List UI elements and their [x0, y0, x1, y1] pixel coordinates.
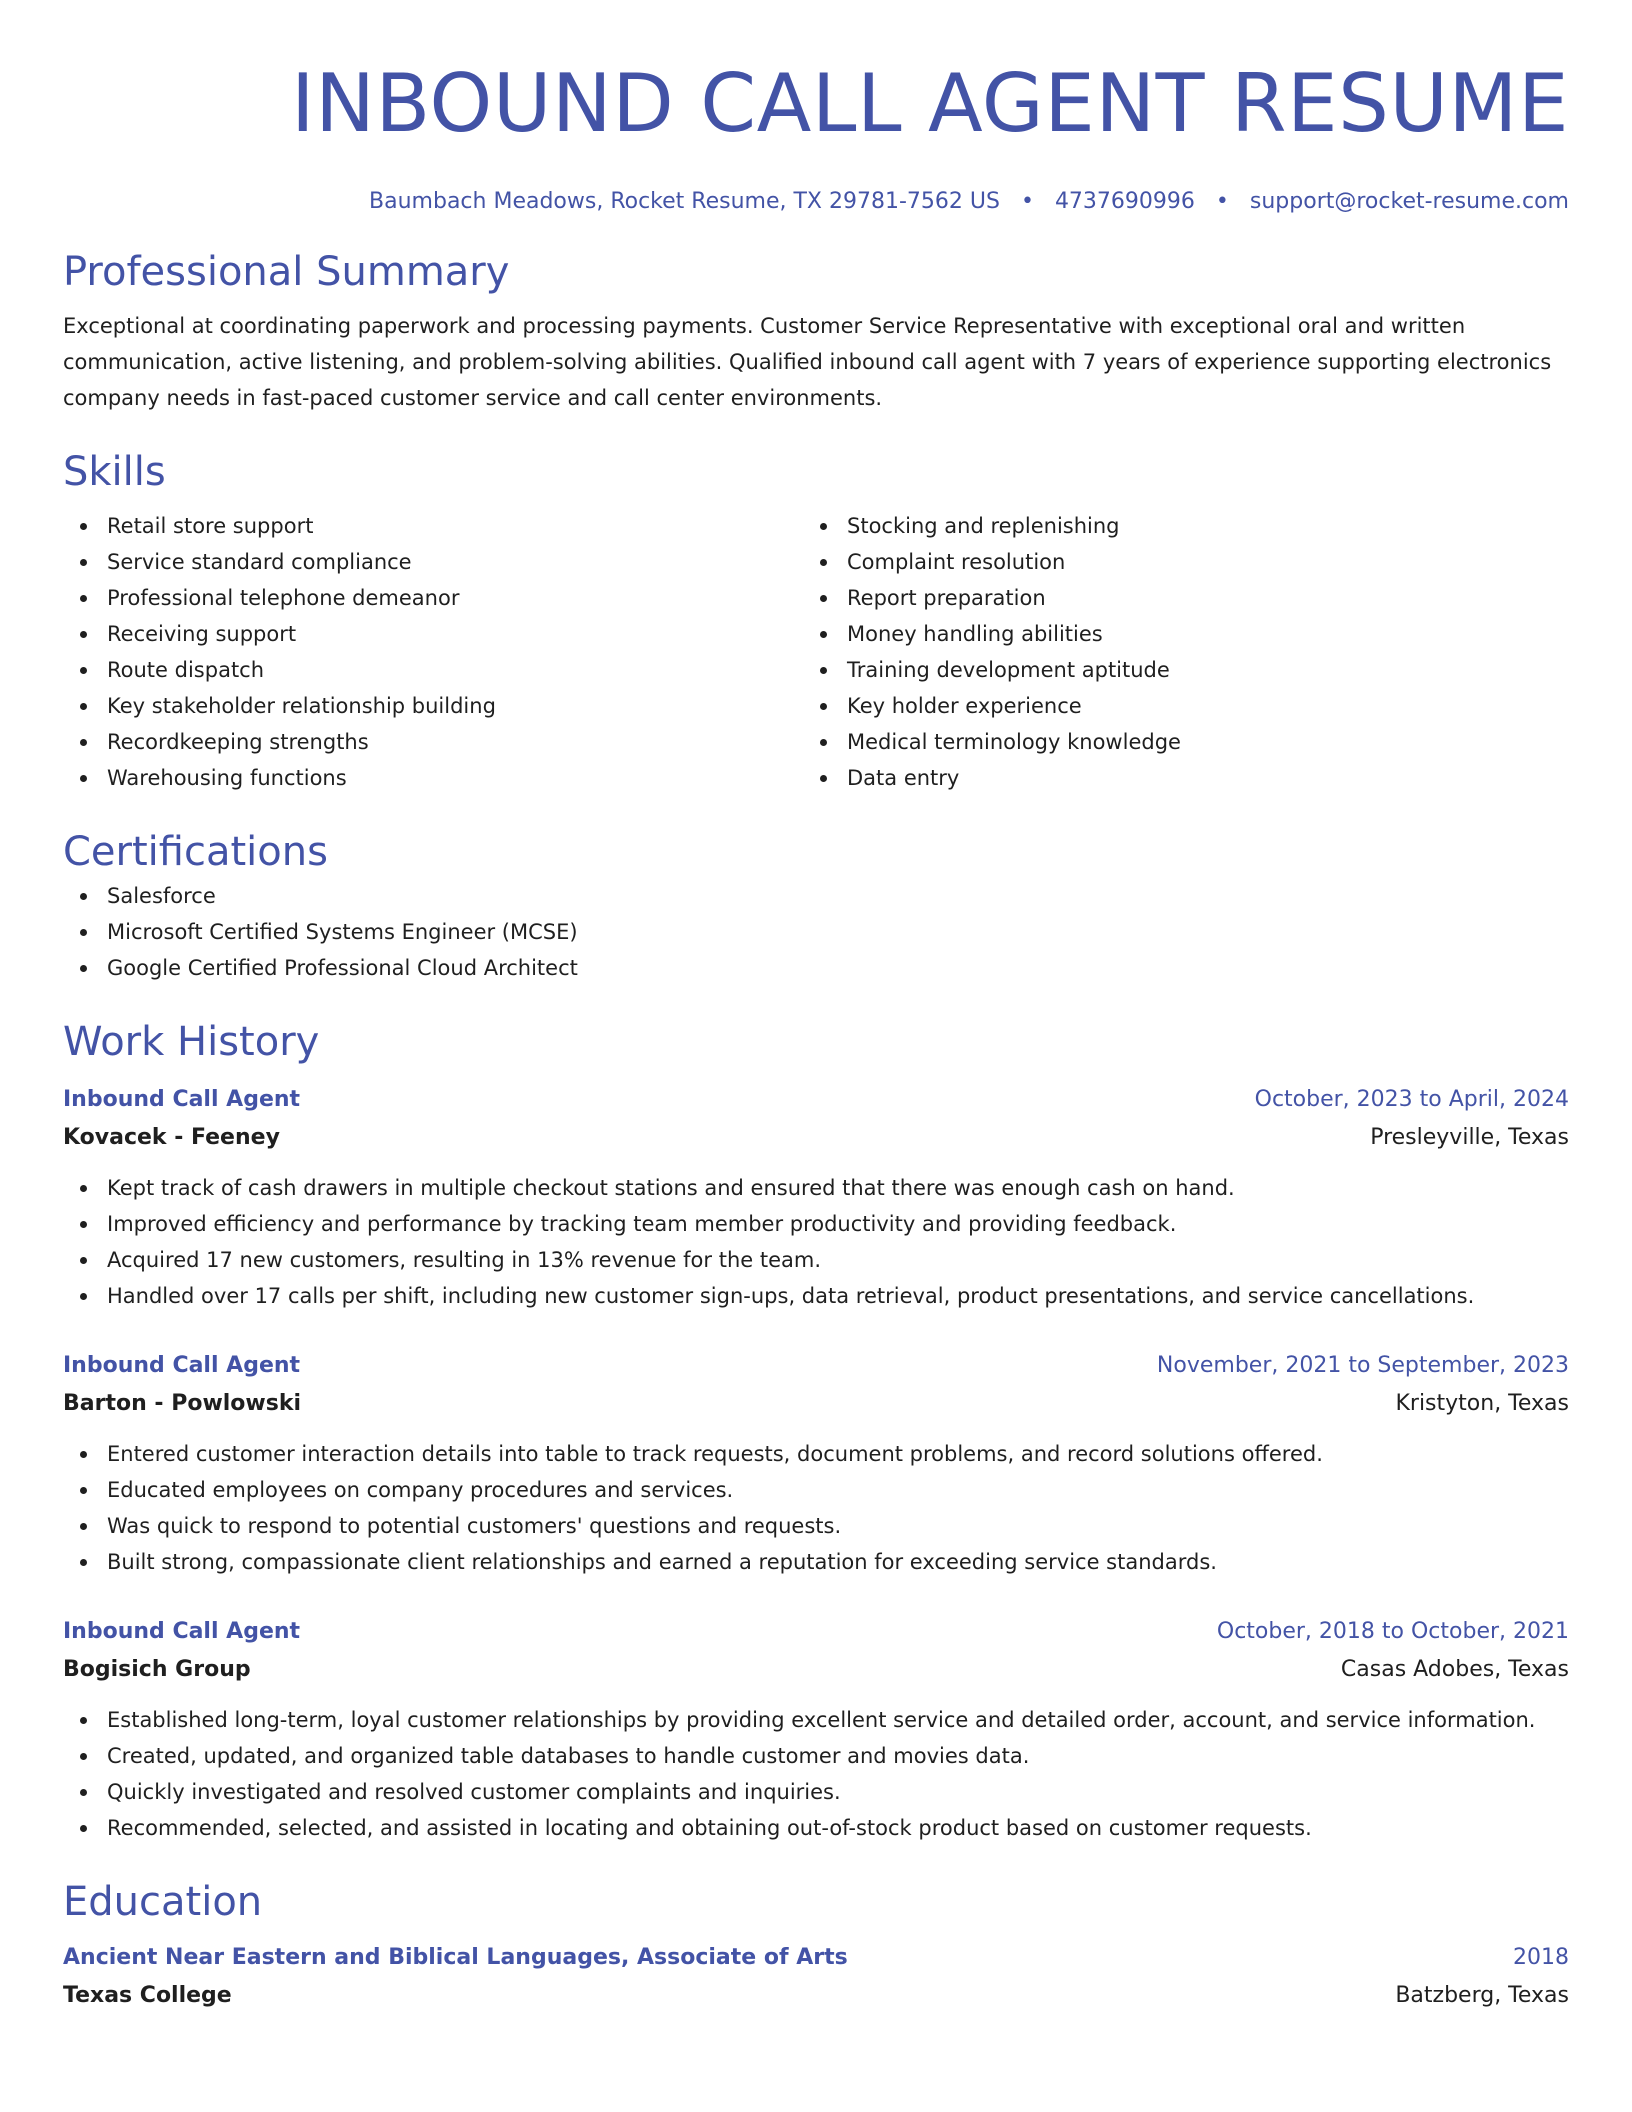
summary-text: Exceptional at coordinating paperwork and processing payments. Customer Service Representative with exceptional oral and written communication, active listening, and problem-solving abilities. Qualified inbound call agent with 7 years of experience supporting electronics company needs in fast-paced customer service and call center environments.: [63, 314, 1552, 410]
skill-item: Money handling abilities: [803, 616, 1569, 652]
job-bullet: Created, updated, and organized table databases to handle customer and movies data.: [63, 1738, 1569, 1774]
job-dates: October, 2018 to October, 2021: [1216, 1619, 1569, 1644]
skills-heading: Skills: [63, 449, 166, 495]
contact-separator: •: [1215, 189, 1229, 214]
resume-header: [63, 52, 1569, 218]
certifications-list: [63, 878, 1569, 986]
job-bullet: Entered customer interaction details into table to track requests, document problems, and record solutions offered.: [63, 1436, 1569, 1472]
job-bullet: Was quick to respond to potential customers' questions and requests.: [63, 1508, 1569, 1544]
education-degree: Ancient Near Eastern and Biblical Languages, Associate of Arts: [63, 1945, 848, 1970]
summary-heading: Professional Summary: [63, 249, 510, 295]
certification-item: Salesforce: [63, 878, 1569, 914]
job-location: Casas Adobes, Texas: [1340, 1657, 1569, 1682]
job-bullet: Recommended, selected, and assisted in locating and obtaining out-of-stock product based on customer requests.: [63, 1810, 1569, 1846]
job-title: Inbound Call Agent: [63, 1619, 301, 1644]
skill-item: Key stakeholder relationship building: [63, 688, 803, 724]
job-bullet: Improved efficiency and performance by tracking team member productivity and providing feedback.: [63, 1206, 1569, 1242]
job-entry: [63, 1348, 1569, 1580]
job-company: Bogisich Group: [63, 1657, 251, 1682]
job-title: Inbound Call Agent: [63, 1353, 301, 1378]
skill-item: Recordkeeping strengths: [63, 724, 803, 760]
skill-item: Route dispatch: [63, 652, 803, 688]
certifications-heading: Certifications: [63, 829, 328, 875]
job-bullet: Acquired 17 new customers, resulting in 13% revenue for the team.: [63, 1242, 1569, 1278]
contact-phone: 4737690996: [1054, 189, 1195, 214]
resume-title: INBOUND CALL AGENT RESUME: [290, 57, 1569, 150]
job-bullets: [63, 1436, 1569, 1580]
skill-item: Medical terminology knowledge: [803, 724, 1569, 760]
education-year: 2018: [1513, 1945, 1569, 1970]
skill-item: Key holder experience: [803, 688, 1569, 724]
skill-item: Warehousing functions: [63, 760, 803, 796]
job-bullets: [63, 1170, 1569, 1314]
job-bullet: Educated employees on company procedures and services.: [63, 1472, 1569, 1508]
job-bullets: [63, 1702, 1569, 1846]
summary-section: [63, 246, 1569, 416]
education-heading: Education: [63, 1879, 263, 1925]
skill-item: Retail store support: [63, 508, 803, 544]
skill-item: Report preparation: [803, 580, 1569, 616]
job-entry: [63, 1082, 1569, 1314]
contact-separator: •: [1020, 189, 1034, 214]
job-company: Kovacek - Feeney: [63, 1125, 280, 1150]
job-title: Inbound Call Agent: [63, 1087, 301, 1112]
certifications-section: [63, 826, 1569, 986]
work-history-heading: Work History: [63, 1019, 320, 1065]
job-location: Presleyville, Texas: [1370, 1125, 1569, 1150]
skill-item: Receiving support: [63, 616, 803, 652]
contact-line: [63, 186, 1569, 218]
job-bullet: Quickly investigated and resolved customer complaints and inquiries.: [63, 1774, 1569, 1810]
skills-section: [63, 446, 1569, 796]
skills-list-right: [803, 508, 1569, 796]
skills-list-left: [63, 508, 803, 796]
contact-address: Baumbach Meadows, Rocket Resume, TX 29781-7562 US: [369, 189, 1000, 214]
certification-item: Google Certified Professional Cloud Architect: [63, 950, 1569, 986]
education-school: Texas College: [63, 1983, 232, 2008]
contact-email: support@rocket-resume.com: [1249, 189, 1569, 214]
job-dates: October, 2023 to April, 2024: [1254, 1087, 1569, 1112]
skill-item: Complaint resolution: [803, 544, 1569, 580]
skill-item: Stocking and replenishing: [803, 508, 1569, 544]
job-dates: November, 2021 to September, 2023: [1156, 1353, 1569, 1378]
education-section: [63, 1876, 1569, 2016]
skills-grid: [63, 508, 1569, 796]
work-history-section: [63, 1016, 1569, 1846]
job-entry: [63, 1614, 1569, 1846]
job-bullet: Built strong, compassionate client relationships and earned a reputation for exceeding service standards.: [63, 1544, 1569, 1580]
job-bullet: Established long-term, loyal customer relationships by providing excellent service and detailed order, account, and service information.: [63, 1702, 1569, 1738]
education-entry: [63, 1940, 1569, 2016]
skill-item: Professional telephone demeanor: [63, 580, 803, 616]
job-company: Barton - Powlowski: [63, 1391, 302, 1416]
skill-item: Service standard compliance: [63, 544, 803, 580]
certification-item: Microsoft Certified Systems Engineer (MCSE): [63, 914, 1569, 950]
skill-item: Data entry: [803, 760, 1569, 796]
skill-item: Training development aptitude: [803, 652, 1569, 688]
job-bullet: Handled over 17 calls per shift, including new customer sign-ups, data retrieval, product presentations, and service cancellations.: [63, 1278, 1569, 1314]
job-bullet: Kept track of cash drawers in multiple checkout stations and ensured that there was enough cash on hand.: [63, 1170, 1569, 1206]
job-location: Kristyton, Texas: [1395, 1391, 1569, 1416]
education-location: Batzberg, Texas: [1395, 1983, 1569, 2008]
